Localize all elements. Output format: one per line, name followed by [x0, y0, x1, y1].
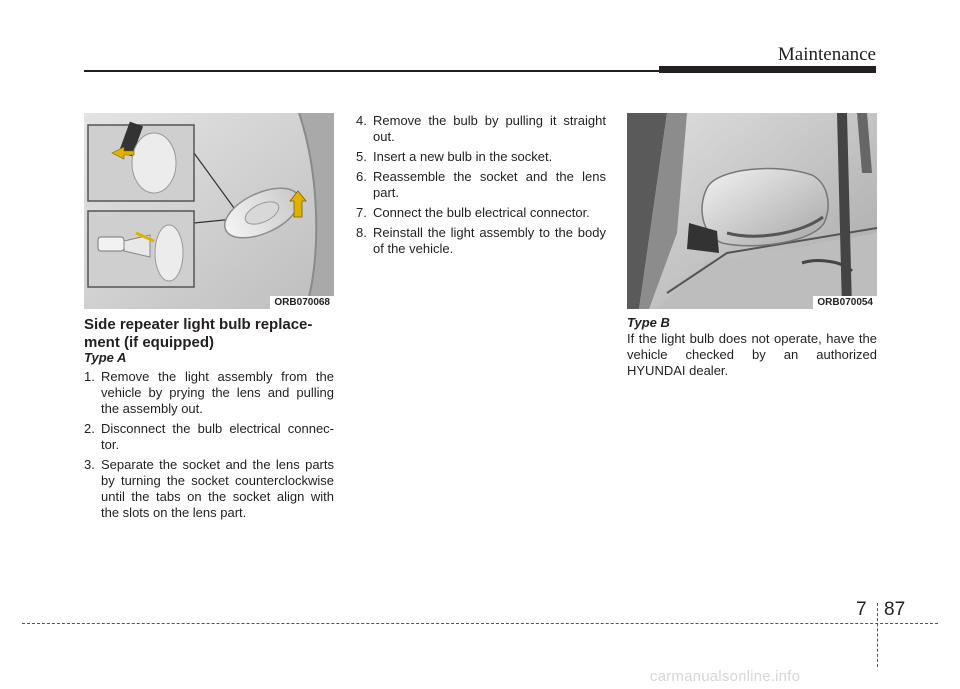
step-item: [356, 113, 606, 145]
step-number: 3.: [84, 457, 95, 472]
step-text: Remove the bulb by pulling it straight out.: [373, 113, 606, 144]
type-a-steps: [84, 369, 334, 525]
chapter-number: 7: [856, 599, 867, 620]
footer-divider: [877, 603, 878, 667]
step-number: 5.: [356, 149, 367, 164]
figure-code: ORB070054: [813, 296, 877, 309]
step-number: 6.: [356, 169, 367, 184]
step-number: 4.: [356, 113, 367, 128]
step-text: Separate the socket and the lens parts by turning the socket counterclockwise until the tabs on the socket align with the slots on the lens part.: [101, 457, 334, 520]
section-title: Side repeater light bulb replace-ment (if equipped): [84, 316, 313, 351]
type-a-steps-continued: [356, 113, 606, 261]
step-text: Connect the bulb electrical connector.: [373, 205, 590, 220]
side-repeater-figure: [84, 113, 334, 309]
step-item: [356, 225, 606, 257]
step-text: Reassemble the socket and the lens part.: [373, 169, 606, 200]
side-mirror-figure: [627, 113, 877, 309]
type-b-label: Type B: [627, 315, 670, 330]
side-repeater-illustration: [84, 113, 334, 309]
step-item: [356, 205, 606, 221]
mirror-housing-shape: [702, 169, 828, 246]
figure-code: ORB070068: [270, 296, 334, 309]
step-item: [84, 369, 334, 417]
page-header-title: Maintenance: [777, 44, 876, 65]
step-text: Reinstall the light assembly to the body of the vehicle.: [373, 225, 606, 256]
step-number: 8.: [356, 225, 367, 240]
step-number: 1.: [84, 369, 95, 384]
step-item: [84, 457, 334, 521]
footer-rule: [22, 623, 938, 624]
step-item: [84, 421, 334, 453]
type-a-label: Type A: [84, 350, 127, 365]
step-text: Remove the light assembly from the vehicle by prying the lens and pulling the assembly out.: [101, 369, 334, 416]
step-number: 7.: [356, 205, 367, 220]
step-item: [356, 149, 606, 165]
step-number: 2.: [84, 421, 95, 436]
header-rule: [84, 70, 659, 72]
step-text: Insert a new bulb in the socket.: [373, 149, 553, 164]
step-text: Disconnect the bulb electrical connec-tor.: [101, 421, 334, 452]
step-item: [356, 169, 606, 201]
header-rule-bar: [659, 66, 876, 73]
type-b-text: If the light bulb does not operate, have the vehicle checked by an authorized HYUNDAI dealer.: [627, 331, 877, 378]
watermark-text: carmanualsonline.info: [650, 668, 801, 685]
page-number: 87: [884, 599, 906, 620]
side-mirror-illustration: [627, 113, 877, 309]
